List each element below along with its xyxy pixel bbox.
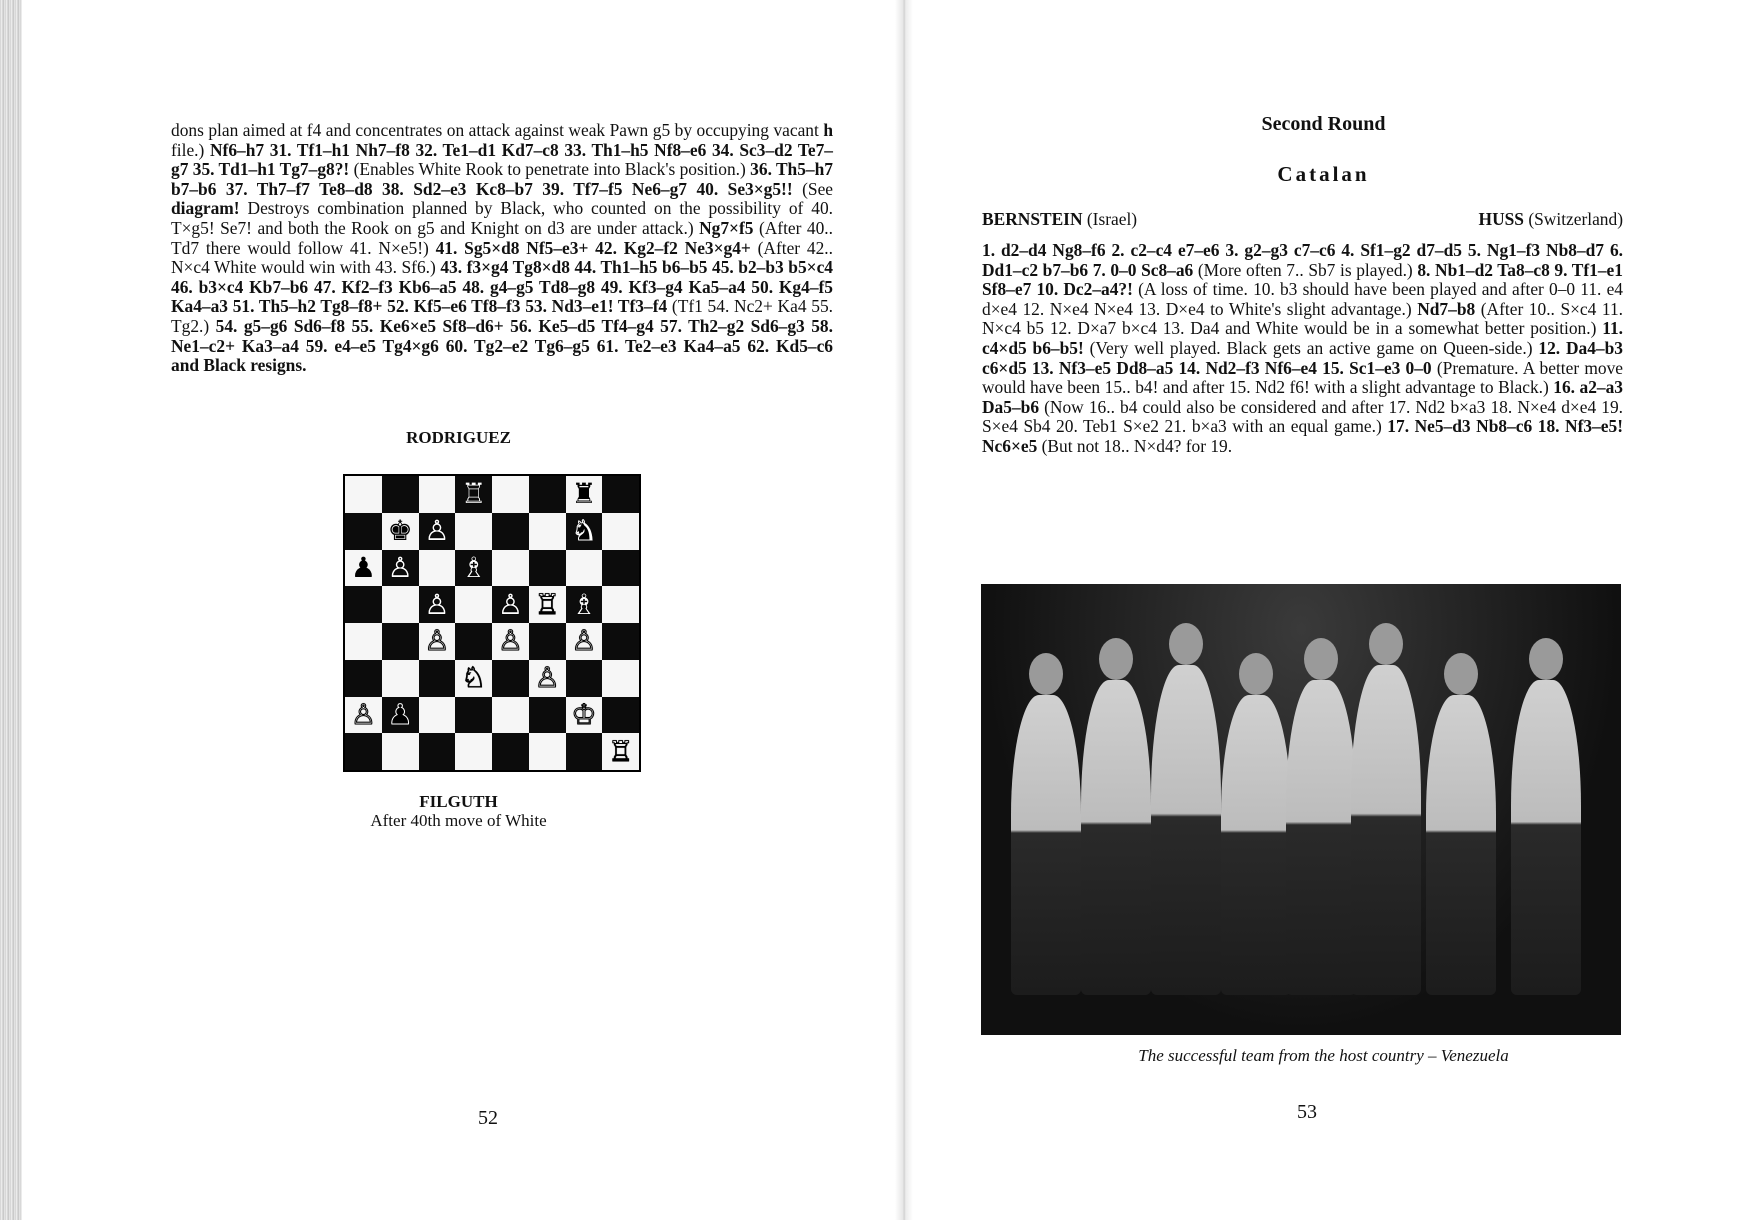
game-annotation-text	[982, 241, 1623, 457]
board-square	[492, 550, 529, 587]
comment-text: (Now 16.. b4 could also be considered and after 17. Nd2 b×a3 18. N×e4 d×e4 19. S×e4 Sb4 20. Teb1 S×e2 21. b×a3 with an equal game.)	[982, 396, 1623, 437]
person-silhouette	[1511, 680, 1581, 995]
move-text: 36. Th5–h7 b7–b6 37. Th7–f7 Te8–d8 38. Sd2–e3 Kc8–b7 39. Tf7–f5 Ne6–g7 40. Se3×g5!!	[171, 159, 833, 199]
white-pawn-icon: ♙	[350, 697, 376, 731]
white-knight-icon: ♘	[461, 661, 487, 695]
board-square	[566, 550, 603, 587]
black-player-country: (Switzerland)	[1528, 209, 1623, 229]
board-square	[419, 623, 456, 660]
board-square	[455, 660, 492, 697]
black-king-icon: ♚	[387, 514, 413, 548]
white-bishop-icon: ♗	[461, 550, 487, 584]
black-knight-icon: ♞	[571, 514, 597, 548]
board-square	[602, 660, 639, 697]
person-head	[1239, 653, 1273, 695]
white-rook-icon: ♖	[461, 477, 487, 511]
board-square	[455, 550, 492, 587]
board-square	[345, 550, 382, 587]
comment-text: dons plan aimed at f4 and concentrates on attack against weak Pawn g5 by occupying vacant	[171, 120, 824, 140]
board-square	[566, 623, 603, 660]
board-square	[529, 660, 566, 697]
board-square	[602, 697, 639, 734]
person-head	[1304, 638, 1338, 680]
white-player	[982, 209, 1137, 230]
board-square	[382, 697, 419, 734]
move-text: diagram!	[171, 198, 240, 219]
board-square	[529, 513, 566, 550]
white-pawn-icon: ♙	[534, 661, 560, 695]
board-square	[492, 513, 529, 550]
board-square	[602, 550, 639, 587]
board-square	[602, 513, 639, 550]
white-king-icon: ♔	[571, 697, 597, 731]
board-square	[382, 513, 419, 550]
chess-diagram	[343, 474, 641, 772]
board-square	[345, 476, 382, 513]
players-line	[982, 209, 1623, 230]
book-spine-edge	[0, 0, 22, 1220]
page-number: 52	[478, 1107, 498, 1129]
move-text: 43. f3×g4 Tg8×d8 44. Th1–h5 b6–b5 45. b2–b3 b5×c4 46. b3×c4 Kb7–b6 47. Kf2–f3 Kb6–a5 48. g4–g5 Td8–g8 49. Kf3–g4 Ka5–a4 50. Kg4–f5 Ka4–a3 51. Th5–h2 Tg8–f8+ 52. Kf5–e6 Tf8–f3 53. Nd3–e1! Tf3–f4	[171, 257, 833, 317]
board-square	[345, 697, 382, 734]
white-player-name: BERNSTEIN	[982, 209, 1083, 229]
board-square	[492, 623, 529, 660]
board-square	[419, 513, 456, 550]
board-square	[492, 586, 529, 623]
black-player-name: HUSS	[1478, 209, 1524, 229]
board-square	[492, 697, 529, 734]
board-square	[345, 513, 382, 550]
person-head	[1369, 623, 1403, 665]
board-square	[566, 733, 603, 770]
board-square	[529, 697, 566, 734]
comment-text: (More often 7.. Sb7 is played.)	[1193, 259, 1418, 280]
move-text: 12. Da4–b3 c6×d5 13. Nf3–e5 Dd8–a5 14. Nd2–f3 Nf6–e4 15. Sc1–e3 0–0	[982, 337, 1623, 378]
board-square	[382, 550, 419, 587]
board-square	[455, 623, 492, 660]
move-text: 8. Nb1–d2 Ta8–c8 9. Tf1–e1 Sf8–e7 10. Dc2–a4?!	[982, 259, 1623, 300]
board-square	[419, 550, 456, 587]
diagram-bottom-player: FILGUTH	[419, 792, 498, 811]
board-square	[455, 697, 492, 734]
black-pawn-icon: ♟	[350, 550, 376, 584]
comment-text: file.)	[171, 139, 210, 160]
move-text: 16. a2–a3 Da5–b6	[982, 377, 1623, 417]
board-square	[529, 476, 566, 513]
comment-text: (A loss of time. 10. b3 should have been played and after 0–0 11. e4 d×e4 12. N×e4 N×e4 13. D×e4 to White's slight advantage.)	[982, 279, 1623, 319]
white-rook-icon: ♖	[608, 734, 634, 768]
round-title: Second Round	[1261, 113, 1386, 135]
move-text: 11. c4×d5 b6–b5!	[982, 318, 1623, 358]
move-text: Nf6–h7 31. Tf1–h1 Nh7–f8 32. Te1–d1 Kd7–c8 33. Th1–h5 Nf8–e6 34. Sc3–d2 Te7–g7 35. Td1–h1 Tg7–g8?!	[171, 139, 833, 180]
board-square	[566, 513, 603, 550]
board-square	[602, 586, 639, 623]
board-square	[455, 476, 492, 513]
diagram-top-player: RODRIGUEZ	[406, 428, 511, 447]
board-square	[345, 623, 382, 660]
page-number: 53	[1297, 1101, 1317, 1123]
board-square	[419, 586, 456, 623]
comment-text: (Very well played. Black gets an active game on Queen-side.)	[1083, 337, 1539, 358]
board-square	[382, 623, 419, 660]
white-pawn-icon: ♙	[424, 587, 450, 621]
board-square	[529, 550, 566, 587]
board-square	[602, 733, 639, 770]
game-annotation-text	[171, 121, 833, 376]
white-pawn-icon: ♙	[424, 624, 450, 658]
person-silhouette	[1351, 665, 1421, 995]
person-head	[1444, 653, 1478, 695]
board-square	[455, 733, 492, 770]
board-square	[529, 586, 566, 623]
white-pawn-icon: ♙	[387, 550, 413, 584]
person-head	[1529, 638, 1563, 680]
board-square	[529, 623, 566, 660]
person-silhouette	[1221, 695, 1291, 995]
board-square	[566, 586, 603, 623]
comment-text: (After 10.. S×c4 11. N×c4 b5 12. D×a7 b×c4 13. Da4 and White would be in a somewhat better position.)	[982, 298, 1623, 339]
board-square	[345, 660, 382, 697]
board-square	[382, 660, 419, 697]
black-pawn-icon: ♟	[387, 697, 413, 731]
left-page	[22, 0, 895, 1220]
comment-text: (Tf1 54. Nc2+ Ka4 55. Tg2.)	[171, 296, 833, 336]
comment-text: (See	[792, 178, 834, 199]
move-text: 54. g5–g6 Sd6–f8 55. Ke6×e5 Sf8–d6+ 56. Ke5–d5 Tf4–g4 57. Th2–g2 Sd6–g3 58. Ne1–c2+ Ka3–a4 59. e4–e5 Tg4×g6 60. Tg2–e2 Tg6–g5 61. Te2–e3 Ka4–a5 62. Kd5–c6 and Black resigns.	[171, 315, 833, 376]
person-silhouette	[1286, 680, 1356, 995]
board-square	[602, 623, 639, 660]
board-square	[492, 660, 529, 697]
white-pawn-icon: ♙	[497, 587, 523, 621]
board-square	[419, 733, 456, 770]
comment-text: (Enables White Rook to penetrate into Black's position.)	[349, 159, 751, 180]
white-pawn-icon: ♙	[571, 624, 597, 658]
move-text: 17. Ne5–d3 Nb8–c6 18. Nf3–e5! Nc6×e5	[982, 416, 1623, 456]
black-rook-icon: ♜	[571, 477, 597, 511]
board-square	[492, 476, 529, 513]
board-square	[529, 733, 566, 770]
board-square	[382, 733, 419, 770]
person-head	[1099, 638, 1133, 680]
comment-text: (After 40.. Td7 there would follow 41. N×e5!)	[171, 217, 833, 258]
board-square	[455, 513, 492, 550]
white-pawn-icon: ♙	[424, 514, 450, 548]
diagram-caption: After 40th move of White	[370, 811, 547, 830]
person-silhouette	[1151, 665, 1221, 995]
opening-title: Catalan	[1277, 162, 1370, 186]
move-text: 41. Sg5×d8 Nf5–e3+ 42. Kg2–f2 Ne3×g4+	[435, 237, 751, 258]
black-player	[1479, 209, 1623, 230]
team-photo	[981, 584, 1621, 1035]
board-square	[602, 476, 639, 513]
board-square	[345, 733, 382, 770]
white-player-country: (Israel)	[1086, 209, 1138, 229]
board-square	[455, 586, 492, 623]
board-square	[492, 733, 529, 770]
white-bishop-icon: ♗	[571, 587, 597, 621]
board-square	[566, 660, 603, 697]
move-text: 1. d2–d4 Ng8–f6 2. c2–c4 e7–e6 3. g2–g3 c7–c6 4. Sf1–g2 d7–d5 5. Ng1–f3 Nb8–d7 6. Dd1–c2 b7–b6 7. 0–0 Sc8–a6	[982, 240, 1623, 280]
board-square	[345, 586, 382, 623]
person-head	[1169, 623, 1203, 665]
white-rook-icon: ♖	[534, 587, 560, 621]
person-silhouette	[1426, 695, 1496, 995]
person-silhouette	[1011, 695, 1081, 995]
move-text: Nd7–b8	[1417, 298, 1476, 319]
comment-text: (But not 18.. N×d4? for 19.	[1037, 435, 1233, 456]
white-pawn-icon: ♙	[497, 624, 523, 658]
board-square	[419, 697, 456, 734]
board-square	[419, 476, 456, 513]
board-square	[382, 586, 419, 623]
comment-text: (Premature. A better move would have been 15.. b4! and after 15. Nd2 f6! with a slight advantage to Black.)	[982, 357, 1624, 398]
move-text: Ng7×f5	[699, 217, 754, 238]
board-square	[566, 476, 603, 513]
comment-text: Destroys combination planned by Black, who counted on the possibility of 40. T×g5! Se7! and both the Rook on g5 and Knight on d3 are under attack.)	[171, 198, 833, 238]
board-square	[419, 660, 456, 697]
person-silhouette	[1081, 680, 1151, 995]
board-square	[566, 697, 603, 734]
comment-text: (After 42.. N×c4 White would win with 43. Sf6.)	[171, 237, 833, 278]
person-head	[1029, 653, 1063, 695]
board-square	[382, 476, 419, 513]
photo-caption: The successful team from the host country – Venezuela	[1138, 1046, 1509, 1065]
right-page	[913, 0, 1754, 1220]
move-text: h	[823, 120, 833, 140]
